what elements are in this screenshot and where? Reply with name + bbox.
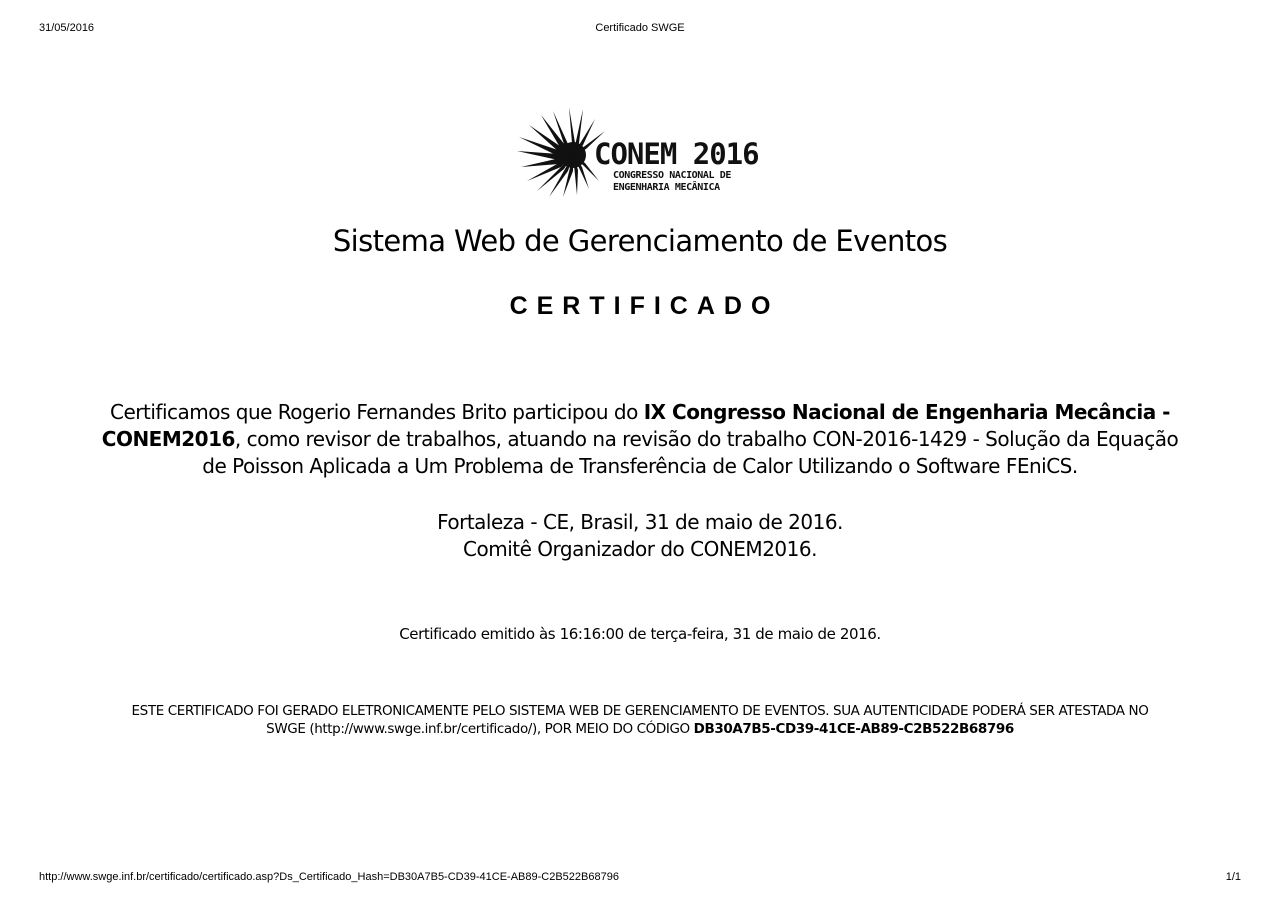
page-number: 1/1 (1225, 871, 1241, 883)
logo-subtitle-line2: ENGENHARIA MECÂNICA (613, 182, 720, 193)
print-footer (39, 871, 1241, 885)
committee-signature: Comitê Organizador do CONEM2016. (463, 537, 817, 561)
certificate-title: CERTIFICADO (509, 292, 780, 320)
print-date: 31/05/2016 (39, 22, 95, 34)
logo-subtitle-line1: CONGRESSO NACIONAL DE (613, 170, 732, 181)
system-title: Sistema Web de Gerenciamento de Eventos (332, 224, 948, 258)
logo-main-text: CONEM 2016 (594, 137, 759, 171)
place-and-signature (0, 509, 1280, 563)
certificate-intro: Certificamos que Rogerio Fernandes Brito participou do (110, 400, 644, 424)
conem-logo (513, 105, 775, 200)
emission-timestamp: Certificado emitido às 16:16:00 de terça-feira, 31 de maio de 2016. (399, 625, 881, 643)
certificate-details: , como revisor de trabalhos, atuando na revisão do trabalho CON-2016-1429 - Solução da Equação de Poisson Aplicada a Um Problema de Transferência de Calor Utilizando o Software FEniCS. (202, 427, 1179, 478)
authenticity-text: ESTE CERTIFICADO FOI GERADO ELETRONICAMENTE PELO SISTEMA WEB DE GERENCIAMENTO DE EVENTOS. SUA AUTENTICIDADE PODERÁ SER ATESTADA NO SWGE (http://www.swge.inf.br/certificado/), POR MEIO DO CÓDIGO (131, 703, 1149, 737)
sunburst-emblem-icon (517, 107, 605, 197)
event-name: IX Congresso Nacional de Engenharia Mecância - CONEM2016 (101, 400, 1170, 451)
print-header (39, 22, 1241, 36)
authenticity-notice (110, 702, 1170, 738)
verification-code: DB30A7B5-CD39-41CE-AB89-C2B522B68796 (693, 721, 1014, 737)
certificate-body (90, 399, 1190, 480)
place-date: Fortaleza - CE, Brasil, 31 de maio de 2016. (437, 510, 843, 534)
print-page-title: Certificado SWGE (595, 22, 685, 34)
print-url: http://www.swge.inf.br/certificado/certificado.asp?Ds_Certificado_Hash=DB30A7B5-CD39-41CE-AB89-C2B522B68796 (39, 871, 619, 883)
